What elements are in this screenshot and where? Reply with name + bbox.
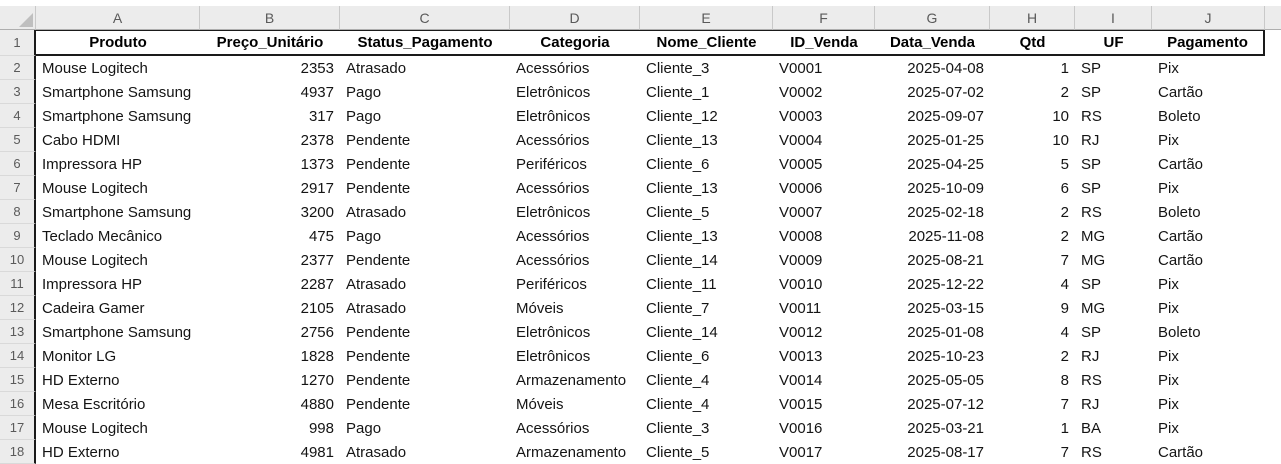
cell-F11[interactable]: V0010 [773, 272, 875, 296]
cell-I1[interactable]: UF [1075, 30, 1152, 56]
cell-D17[interactable]: Acessórios [510, 416, 640, 440]
row-number-3[interactable]: 3 [0, 80, 36, 104]
cell-D5[interactable]: Acessórios [510, 128, 640, 152]
cell-A18[interactable]: HD Externo [36, 440, 200, 464]
cell-C11[interactable]: Atrasado [340, 272, 510, 296]
cell-E7[interactable]: Cliente_13 [640, 176, 773, 200]
cell-B15[interactable]: 1270 [200, 368, 340, 392]
cell-C13[interactable]: Pendente [340, 320, 510, 344]
column-header-C[interactable]: C [340, 6, 510, 30]
cell-H2[interactable]: 1 [990, 56, 1075, 80]
cell-J15[interactable]: Pix [1152, 368, 1265, 392]
cell-B17[interactable]: 998 [200, 416, 340, 440]
cell-J9[interactable]: Cartão [1152, 224, 1265, 248]
cell-G10[interactable]: 2025-08-21 [875, 248, 990, 272]
cell-D14[interactable]: Eletrônicos [510, 344, 640, 368]
cell-G7[interactable]: 2025-10-09 [875, 176, 990, 200]
cell-A4[interactable]: Smartphone Samsung [36, 104, 200, 128]
cell-C10[interactable]: Pendente [340, 248, 510, 272]
column-header-D[interactable]: D [510, 6, 640, 30]
cell-E6[interactable]: Cliente_6 [640, 152, 773, 176]
cell-J11[interactable]: Pix [1152, 272, 1265, 296]
table-row [0, 392, 1281, 416]
cell-A16[interactable]: Mesa Escritório [36, 392, 200, 416]
row-number-5[interactable]: 5 [0, 128, 36, 152]
cell-C6[interactable]: Pendente [340, 152, 510, 176]
cell-F5[interactable]: V0004 [773, 128, 875, 152]
cell-D4[interactable]: Eletrônicos [510, 104, 640, 128]
cell-B10[interactable]: 2377 [200, 248, 340, 272]
row-number-15[interactable]: 15 [0, 368, 36, 392]
cell-C12[interactable]: Atrasado [340, 296, 510, 320]
cell-I17[interactable]: BA [1075, 416, 1152, 440]
cell-G2[interactable]: 2025-04-08 [875, 56, 990, 80]
cell-A15[interactable]: HD Externo [36, 368, 200, 392]
cell-C1[interactable]: Status_Pagamento [340, 30, 510, 56]
row-number-10[interactable]: 10 [0, 248, 36, 272]
cell-J12[interactable]: Pix [1152, 296, 1265, 320]
cell-E1[interactable]: Nome_Cliente [640, 30, 773, 56]
row-number-1[interactable]: 1 [0, 30, 36, 56]
row-number-2[interactable]: 2 [0, 56, 36, 80]
row-number-4[interactable]: 4 [0, 104, 36, 128]
cell-J13[interactable]: Boleto [1152, 320, 1265, 344]
cell-B2[interactable]: 2353 [200, 56, 340, 80]
column-header-H[interactable]: H [990, 6, 1075, 30]
cell-H9[interactable]: 2 [990, 224, 1075, 248]
cell-D13[interactable]: Eletrônicos [510, 320, 640, 344]
cell-J3[interactable]: Cartão [1152, 80, 1265, 104]
cell-F8[interactable]: V0007 [773, 200, 875, 224]
cell-I18[interactable]: RS [1075, 440, 1152, 464]
cell-I2[interactable]: SP [1075, 56, 1152, 80]
cell-I4[interactable]: RS [1075, 104, 1152, 128]
table-row [0, 128, 1281, 152]
cell-I16[interactable]: RJ [1075, 392, 1152, 416]
cell-G16[interactable]: 2025-07-12 [875, 392, 990, 416]
cell-A6[interactable]: Impressora HP [36, 152, 200, 176]
cell-I10[interactable]: MG [1075, 248, 1152, 272]
row-number-8[interactable]: 8 [0, 200, 36, 224]
cell-D2[interactable]: Acessórios [510, 56, 640, 80]
cell-C5[interactable]: Pendente [340, 128, 510, 152]
cell-J7[interactable]: Pix [1152, 176, 1265, 200]
row-number-12[interactable]: 12 [0, 296, 36, 320]
cell-G8[interactable]: 2025-02-18 [875, 200, 990, 224]
cell-F4[interactable]: V0003 [773, 104, 875, 128]
cell-A3[interactable]: Smartphone Samsung [36, 80, 200, 104]
cell-J2[interactable]: Pix [1152, 56, 1265, 80]
cell-F16[interactable]: V0015 [773, 392, 875, 416]
cell-A8[interactable]: Smartphone Samsung [36, 200, 200, 224]
cell-B6[interactable]: 1373 [200, 152, 340, 176]
cell-G9[interactable]: 2025-11-08 [875, 224, 990, 248]
cell-D3[interactable]: Eletrônicos [510, 80, 640, 104]
cell-B14[interactable]: 1828 [200, 344, 340, 368]
row-number-13[interactable]: 13 [0, 320, 36, 344]
cell-E5[interactable]: Cliente_13 [640, 128, 773, 152]
column-header-G[interactable]: G [875, 6, 990, 30]
column-header-J[interactable]: J [1152, 6, 1265, 30]
cell-E16[interactable]: Cliente_4 [640, 392, 773, 416]
table-row [0, 272, 1281, 296]
cell-B12[interactable]: 2105 [200, 296, 340, 320]
cell-H6[interactable]: 5 [990, 152, 1075, 176]
row-number-18[interactable]: 18 [0, 440, 36, 464]
cell-H15[interactable]: 8 [990, 368, 1075, 392]
cell-A5[interactable]: Cabo HDMI [36, 128, 200, 152]
cell-G15[interactable]: 2025-05-05 [875, 368, 990, 392]
cell-D6[interactable]: Periféricos [510, 152, 640, 176]
cell-F3[interactable]: V0002 [773, 80, 875, 104]
cell-I6[interactable]: SP [1075, 152, 1152, 176]
cell-B8[interactable]: 3200 [200, 200, 340, 224]
cell-H7[interactable]: 6 [990, 176, 1075, 200]
cell-H1[interactable]: Qtd [990, 30, 1075, 56]
cell-H8[interactable]: 2 [990, 200, 1075, 224]
cell-E10[interactable]: Cliente_14 [640, 248, 773, 272]
cell-I3[interactable]: SP [1075, 80, 1152, 104]
cell-C15[interactable]: Pendente [340, 368, 510, 392]
cell-G12[interactable]: 2025-03-15 [875, 296, 990, 320]
cell-G14[interactable]: 2025-10-23 [875, 344, 990, 368]
cell-E18[interactable]: Cliente_5 [640, 440, 773, 464]
cell-F12[interactable]: V0011 [773, 296, 875, 320]
table-row [0, 248, 1281, 272]
cell-F15[interactable]: V0014 [773, 368, 875, 392]
table-row [0, 56, 1281, 80]
table-row [0, 200, 1281, 224]
cell-J17[interactable]: Pix [1152, 416, 1265, 440]
cell-A2[interactable]: Mouse Logitech [36, 56, 200, 80]
table-row [0, 104, 1281, 128]
table-row [0, 320, 1281, 344]
cell-B7[interactable]: 2917 [200, 176, 340, 200]
cell-H14[interactable]: 2 [990, 344, 1075, 368]
cell-E13[interactable]: Cliente_14 [640, 320, 773, 344]
cell-E15[interactable]: Cliente_4 [640, 368, 773, 392]
cell-C18[interactable]: Atrasado [340, 440, 510, 464]
cell-F1[interactable]: ID_Venda [773, 30, 875, 56]
cell-F2[interactable]: V0001 [773, 56, 875, 80]
select-all-triangle-icon [19, 13, 33, 27]
cell-A9[interactable]: Teclado Mecânico [36, 224, 200, 248]
column-header-filler [1265, 6, 1281, 30]
table-row [0, 224, 1281, 248]
cell-D1[interactable]: Categoria [510, 30, 640, 56]
cell-I12[interactable]: MG [1075, 296, 1152, 320]
cell-G1[interactable]: Data_Venda [875, 30, 990, 56]
cell-D8[interactable]: Eletrônicos [510, 200, 640, 224]
row-number-14[interactable]: 14 [0, 344, 36, 368]
cell-I9[interactable]: MG [1075, 224, 1152, 248]
table-row [0, 416, 1281, 440]
cell-F13[interactable]: V0012 [773, 320, 875, 344]
cell-J4[interactable]: Boleto [1152, 104, 1265, 128]
cell-D11[interactable]: Periféricos [510, 272, 640, 296]
cell-F9[interactable]: V0008 [773, 224, 875, 248]
cell-D9[interactable]: Acessórios [510, 224, 640, 248]
cell-E2[interactable]: Cliente_3 [640, 56, 773, 80]
cell-E14[interactable]: Cliente_6 [640, 344, 773, 368]
cell-G5[interactable]: 2025-01-25 [875, 128, 990, 152]
cell-I13[interactable]: SP [1075, 320, 1152, 344]
cell-J14[interactable]: Pix [1152, 344, 1265, 368]
cell-C16[interactable]: Pendente [340, 392, 510, 416]
column-header-F[interactable]: F [773, 6, 875, 30]
cell-D12[interactable]: Móveis [510, 296, 640, 320]
cell-C7[interactable]: Pendente [340, 176, 510, 200]
cell-G3[interactable]: 2025-07-02 [875, 80, 990, 104]
cell-B4[interactable]: 317 [200, 104, 340, 128]
cell-C3[interactable]: Pago [340, 80, 510, 104]
cell-G13[interactable]: 2025-01-08 [875, 320, 990, 344]
cell-H17[interactable]: 1 [990, 416, 1075, 440]
row-number-11[interactable]: 11 [0, 272, 36, 296]
cell-B3[interactable]: 4937 [200, 80, 340, 104]
row-number-9[interactable]: 9 [0, 224, 36, 248]
cell-J5[interactable]: Pix [1152, 128, 1265, 152]
cell-F18[interactable]: V0017 [773, 440, 875, 464]
cell-B1[interactable]: Preço_Unitário [200, 30, 340, 56]
cell-B18[interactable]: 4981 [200, 440, 340, 464]
row-number-7[interactable]: 7 [0, 176, 36, 200]
cell-C4[interactable]: Pago [340, 104, 510, 128]
grid-body [0, 30, 1281, 464]
cell-G17[interactable]: 2025-03-21 [875, 416, 990, 440]
cell-F7[interactable]: V0006 [773, 176, 875, 200]
cell-I11[interactable]: SP [1075, 272, 1152, 296]
column-header-B[interactable]: B [200, 6, 340, 30]
cell-J16[interactable]: Pix [1152, 392, 1265, 416]
cell-F10[interactable]: V0009 [773, 248, 875, 272]
cell-A17[interactable]: Mouse Logitech [36, 416, 200, 440]
cell-A10[interactable]: Mouse Logitech [36, 248, 200, 272]
cell-I5[interactable]: RJ [1075, 128, 1152, 152]
cell-D7[interactable]: Acessórios [510, 176, 640, 200]
cell-G4[interactable]: 2025-09-07 [875, 104, 990, 128]
cell-E3[interactable]: Cliente_1 [640, 80, 773, 104]
column-header-A[interactable]: A [36, 6, 200, 30]
row-number-17[interactable]: 17 [0, 416, 36, 440]
column-header-strip [0, 6, 1281, 30]
cell-B9[interactable]: 475 [200, 224, 340, 248]
cell-H16[interactable]: 7 [990, 392, 1075, 416]
cell-A13[interactable]: Smartphone Samsung [36, 320, 200, 344]
select-all-corner[interactable] [0, 6, 36, 30]
cell-I15[interactable]: RS [1075, 368, 1152, 392]
table-row [0, 440, 1281, 464]
cell-H10[interactable]: 7 [990, 248, 1075, 272]
cell-H5[interactable]: 10 [990, 128, 1075, 152]
cell-C9[interactable]: Pago [340, 224, 510, 248]
cell-I14[interactable]: RJ [1075, 344, 1152, 368]
cell-D18[interactable]: Armazenamento [510, 440, 640, 464]
cell-G18[interactable]: 2025-08-17 [875, 440, 990, 464]
header-row [0, 30, 1281, 56]
cell-F6[interactable]: V0005 [773, 152, 875, 176]
column-header-E[interactable]: E [640, 6, 773, 30]
cell-E9[interactable]: Cliente_13 [640, 224, 773, 248]
cell-H13[interactable]: 4 [990, 320, 1075, 344]
cell-H18[interactable]: 7 [990, 440, 1075, 464]
table-row [0, 296, 1281, 320]
cell-B5[interactable]: 2378 [200, 128, 340, 152]
cell-A1[interactable]: Produto [36, 30, 200, 56]
cell-A7[interactable]: Mouse Logitech [36, 176, 200, 200]
table-row [0, 344, 1281, 368]
cell-F17[interactable]: V0016 [773, 416, 875, 440]
cell-A14[interactable]: Monitor LG [36, 344, 200, 368]
cell-D10[interactable]: Acessórios [510, 248, 640, 272]
row-number-16[interactable]: 16 [0, 392, 36, 416]
cell-H11[interactable]: 4 [990, 272, 1075, 296]
row-number-6[interactable]: 6 [0, 152, 36, 176]
table-row [0, 152, 1281, 176]
cell-H4[interactable]: 10 [990, 104, 1075, 128]
cell-H12[interactable]: 9 [990, 296, 1075, 320]
cell-G11[interactable]: 2025-12-22 [875, 272, 990, 296]
table-row [0, 80, 1281, 104]
cell-E17[interactable]: Cliente_3 [640, 416, 773, 440]
cell-J10[interactable]: Cartão [1152, 248, 1265, 272]
cell-J6[interactable]: Cartão [1152, 152, 1265, 176]
cell-A12[interactable]: Cadeira Gamer [36, 296, 200, 320]
cell-A11[interactable]: Impressora HP [36, 272, 200, 296]
cell-C14[interactable]: Pendente [340, 344, 510, 368]
cell-B11[interactable]: 2287 [200, 272, 340, 296]
column-header-I[interactable]: I [1075, 6, 1152, 30]
cell-J18[interactable]: Cartão [1152, 440, 1265, 464]
cell-I7[interactable]: SP [1075, 176, 1152, 200]
cell-J1[interactable]: Pagamento [1152, 30, 1265, 56]
cell-F14[interactable]: V0013 [773, 344, 875, 368]
cell-I8[interactable]: RS [1075, 200, 1152, 224]
cell-B16[interactable]: 4880 [200, 392, 340, 416]
cell-E12[interactable]: Cliente_7 [640, 296, 773, 320]
cell-B13[interactable]: 2756 [200, 320, 340, 344]
cell-H3[interactable]: 2 [990, 80, 1075, 104]
cell-C17[interactable]: Pago [340, 416, 510, 440]
cell-G6[interactable]: 2025-04-25 [875, 152, 990, 176]
cell-C8[interactable]: Atrasado [340, 200, 510, 224]
table-row [0, 368, 1281, 392]
cell-C2[interactable]: Atrasado [340, 56, 510, 80]
cell-E4[interactable]: Cliente_12 [640, 104, 773, 128]
cell-J8[interactable]: Boleto [1152, 200, 1265, 224]
cell-E11[interactable]: Cliente_11 [640, 272, 773, 296]
table-row [0, 176, 1281, 200]
cell-E8[interactable]: Cliente_5 [640, 200, 773, 224]
cell-D15[interactable]: Armazenamento [510, 368, 640, 392]
cell-D16[interactable]: Móveis [510, 392, 640, 416]
